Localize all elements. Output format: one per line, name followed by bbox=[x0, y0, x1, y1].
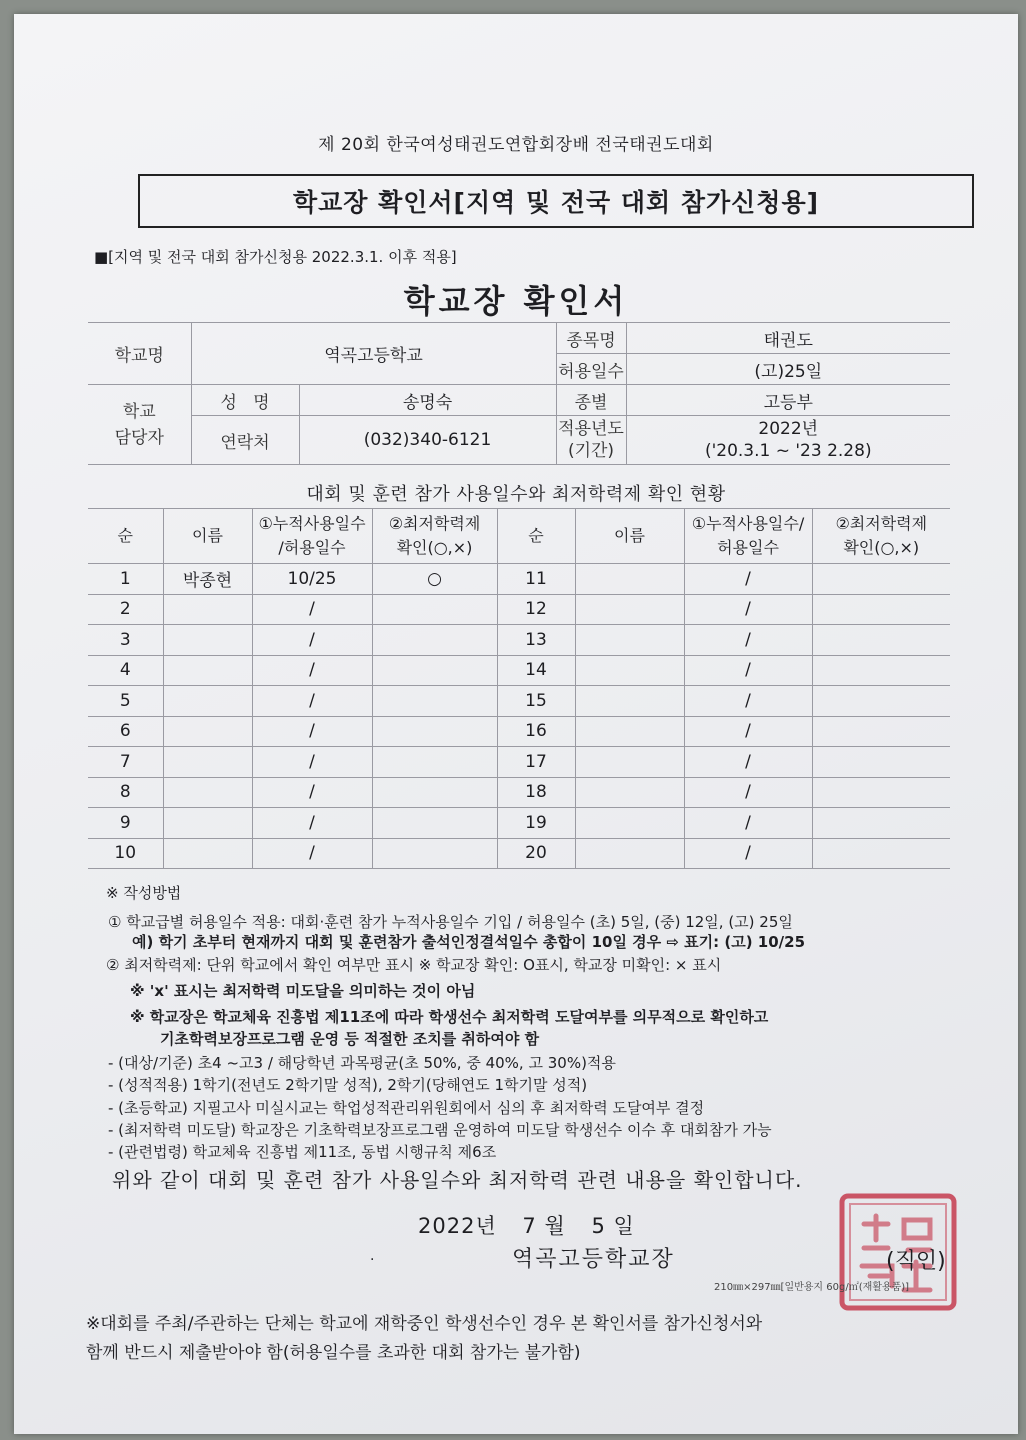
table-row bbox=[88, 686, 950, 717]
row-no-right: 20 bbox=[497, 838, 575, 869]
header-name-right: 이름 bbox=[575, 509, 684, 564]
method-line-9: - (초등학교) 지필고사 미실시교는 학업성적관리위원회에서 심의 후 최저학력 도달여부 결정 bbox=[108, 1099, 705, 1117]
row-min bbox=[372, 747, 497, 778]
manager-label-line2: 담당자 bbox=[114, 427, 164, 448]
main-title: 학교장 확인서 bbox=[403, 282, 629, 320]
sport-value: 태권도 bbox=[626, 323, 950, 354]
method-line-4: ※ 'x' 표시는 최저학력 미도달을 의미하는 것이 아님 bbox=[130, 982, 476, 1000]
division-value: 고등부 bbox=[626, 385, 950, 416]
table-row bbox=[88, 747, 950, 778]
row-min-right bbox=[812, 838, 950, 869]
seal-label: (직인) bbox=[886, 1249, 946, 1274]
row-no-right: 17 bbox=[497, 747, 575, 778]
row-name-right bbox=[575, 564, 684, 595]
header-days-right-line1: ①누적사용일수/ bbox=[691, 514, 805, 533]
table-row bbox=[88, 564, 950, 595]
row-min-right bbox=[812, 594, 950, 625]
row-name bbox=[163, 838, 252, 869]
row-name-right bbox=[575, 686, 684, 717]
header-days-line1: ①누적사용일수 bbox=[258, 514, 366, 533]
row-min bbox=[372, 808, 497, 839]
issue-date bbox=[418, 1210, 653, 1240]
row-name bbox=[163, 777, 252, 808]
row-no: 4 bbox=[88, 655, 163, 686]
header-no-right: 순 bbox=[497, 509, 575, 564]
confirmation-statement: 위와 같이 대회 및 훈련 참가 사용일수와 최저학력 관련 내용을 확인합니다. bbox=[112, 1168, 803, 1192]
row-name bbox=[163, 625, 252, 656]
row-days: / bbox=[252, 838, 372, 869]
year-value bbox=[626, 416, 950, 465]
row-days-right: / bbox=[684, 838, 812, 869]
row-days: 10/25 bbox=[252, 564, 372, 595]
row-days-right: / bbox=[684, 655, 812, 686]
method-line-11: - (관련법령) 학교체육 진흥법 제11조, 동법 시행규칙 제6조 bbox=[108, 1143, 497, 1161]
contact-label: 연락처 bbox=[191, 416, 299, 465]
row-min bbox=[372, 594, 497, 625]
table-row bbox=[88, 808, 950, 839]
name-value: 송명숙 bbox=[299, 385, 556, 416]
school-info-table bbox=[88, 322, 950, 465]
allowed-days-label: 허용일수 bbox=[556, 354, 626, 385]
form-title-box: 학교장 확인서[지역 및 전국 대회 참가신청용] bbox=[138, 174, 974, 228]
contact-value: (032)340-6121 bbox=[299, 416, 556, 465]
row-no: 8 bbox=[88, 777, 163, 808]
row-days: / bbox=[252, 716, 372, 747]
row-min-right bbox=[812, 808, 950, 839]
row-name bbox=[163, 747, 252, 778]
header-min-line2: 확인(○,×) bbox=[396, 538, 473, 557]
header-min-right-line2: 확인(○,×) bbox=[843, 538, 920, 557]
row-days: / bbox=[252, 655, 372, 686]
row-min-right bbox=[812, 777, 950, 808]
principal-signature: 역곡고등학교장 bbox=[512, 1247, 675, 1272]
table-row bbox=[88, 625, 950, 656]
row-min bbox=[372, 777, 497, 808]
method-line-1: ① 학교급별 허용일수 적용: 대회·훈련 참가 누적사용일수 기입 / 허용일수 (초) 5일, (중) 12일, (고) 25일 bbox=[108, 913, 793, 931]
table-row bbox=[88, 594, 950, 625]
method-line-5: ※ 학교장은 학교체육 진흥법 제11조에 따라 학생선수 최저학력 도달여부를 의무적으로 확인하고 bbox=[130, 1008, 769, 1026]
header-days-line2: /허용일수 bbox=[278, 538, 346, 557]
row-days-right: / bbox=[684, 686, 812, 717]
method-line-8: - (성적적용) 1학기(전년도 2학기말 성적), 2학기(당해연도 1학기말 성적) bbox=[108, 1076, 588, 1094]
row-days: / bbox=[252, 777, 372, 808]
row-name: 박종현 bbox=[163, 564, 252, 595]
allowed-days-value: (고)25일 bbox=[626, 354, 950, 385]
header-days bbox=[252, 509, 372, 564]
row-no-right: 19 bbox=[497, 808, 575, 839]
row-no: 5 bbox=[88, 686, 163, 717]
date-month: 7 월 bbox=[522, 1214, 566, 1238]
row-min bbox=[372, 686, 497, 717]
row-no: 10 bbox=[88, 838, 163, 869]
header-min-right-line1: ②최저학력제 bbox=[835, 514, 928, 533]
row-min bbox=[372, 625, 497, 656]
header-min bbox=[372, 509, 497, 564]
header-days-right bbox=[684, 509, 812, 564]
row-name-right bbox=[575, 655, 684, 686]
row-name bbox=[163, 716, 252, 747]
table-row bbox=[88, 716, 950, 747]
year-label-line2: (기간) bbox=[567, 441, 615, 461]
school-name-value: 역곡고등학교 bbox=[191, 323, 556, 385]
method-line-6: 기초학력보장프로그램 운영 등 적절한 조치를 취하여야 함 bbox=[160, 1030, 540, 1048]
row-name bbox=[163, 808, 252, 839]
applicability-note: ■[지역 및 전국 대회 참가신청용 2022.3.1. 이후 적용] bbox=[94, 248, 457, 266]
row-name-right bbox=[575, 625, 684, 656]
row-name-right bbox=[575, 777, 684, 808]
row-min-right bbox=[812, 716, 950, 747]
row-min-right bbox=[812, 564, 950, 595]
row-days-right: / bbox=[684, 594, 812, 625]
row-no: 6 bbox=[88, 716, 163, 747]
row-name bbox=[163, 655, 252, 686]
row-name-right bbox=[575, 838, 684, 869]
row-no-right: 15 bbox=[497, 686, 575, 717]
year-value-line1: 2022년 bbox=[758, 419, 819, 439]
sport-label: 종목명 bbox=[556, 323, 626, 354]
row-min bbox=[372, 655, 497, 686]
header-min-line1: ②최저학력제 bbox=[388, 514, 481, 533]
row-name-right bbox=[575, 594, 684, 625]
row-name-right bbox=[575, 716, 684, 747]
row-days-right: / bbox=[684, 625, 812, 656]
row-days: / bbox=[252, 686, 372, 717]
row-min-right bbox=[812, 747, 950, 778]
school-name-label: 학교명 bbox=[88, 323, 191, 385]
row-name-right bbox=[575, 747, 684, 778]
header-name: 이름 bbox=[163, 509, 252, 564]
method-line-7: - (대상/기준) 초4 ~고3 / 해당학년 과목평균(초 50%, 중 40%, 고 30%)적용 bbox=[108, 1054, 616, 1072]
row-no-right: 11 bbox=[497, 564, 575, 595]
row-min bbox=[372, 716, 497, 747]
year-value-line2: ('20.3.1 ~ '23 2.28) bbox=[704, 441, 872, 461]
footer-note bbox=[86, 1310, 986, 1368]
paper-spec: 210㎜×297㎜[일반용지 60g/㎡(재활용품)] bbox=[714, 1282, 910, 1293]
header-no: 순 bbox=[88, 509, 163, 564]
row-days-right: / bbox=[684, 716, 812, 747]
event-title: 제 20회 한국여성태권도연합회장배 전국태권도대회 bbox=[318, 135, 714, 155]
row-days: / bbox=[252, 747, 372, 778]
row-no-right: 12 bbox=[497, 594, 575, 625]
row-no: 2 bbox=[88, 594, 163, 625]
row-min-right bbox=[812, 686, 950, 717]
row-min bbox=[372, 838, 497, 869]
method-line-3: ② 최저학력제: 단위 학교에서 확인 여부만 표시 ※ 학교장 확인: O표시, 학교장 미확인: × 표시 bbox=[106, 956, 722, 974]
footer-line-2: 함께 반드시 제출받아야 함(허용일수를 초과한 대회 참가는 불가함) bbox=[86, 1343, 581, 1363]
row-no: 7 bbox=[88, 747, 163, 778]
row-days: / bbox=[252, 625, 372, 656]
table-row bbox=[88, 838, 950, 869]
row-min-right bbox=[812, 655, 950, 686]
row-no-right: 16 bbox=[497, 716, 575, 747]
method-line-10: - (최저학력 미도달) 학교장은 기초학력보장프로그램 운영하여 미도달 학생선수 이수 후 대회참가 가능 bbox=[108, 1121, 772, 1139]
row-days-right: / bbox=[684, 747, 812, 778]
document-page bbox=[14, 14, 1018, 1434]
method-heading: ※ 작성방법 bbox=[106, 884, 182, 902]
table-row bbox=[88, 655, 950, 686]
method-line-2: 예) 학기 초부터 현재까지 대회 및 훈련참가 출석인정결석일수 총합이 10일 경우 ⇨ 표기: (고) 10/25 bbox=[132, 933, 806, 951]
row-days-right: / bbox=[684, 564, 812, 595]
row-name-right bbox=[575, 808, 684, 839]
year-label bbox=[556, 416, 626, 465]
row-days: / bbox=[252, 808, 372, 839]
manager-label bbox=[88, 385, 191, 465]
manager-label-line1: 학교 bbox=[122, 401, 156, 422]
row-no: 9 bbox=[88, 808, 163, 839]
status-table-title: 대회 및 훈련 참가 사용일수와 최저학력제 확인 현황 bbox=[306, 484, 726, 505]
name-label: 성 명 bbox=[191, 385, 299, 416]
footer-line-1: ※대회를 주최/주관하는 단체는 학교에 재학중인 학생선수인 경우 본 확인서를 참가신청서와 bbox=[86, 1314, 763, 1334]
row-no-right: 13 bbox=[497, 625, 575, 656]
date-day: 5 일 bbox=[591, 1214, 635, 1238]
year-label-line1: 적용년도 bbox=[558, 419, 624, 439]
header-min-right bbox=[812, 509, 950, 564]
row-days: / bbox=[252, 594, 372, 625]
status-table-header bbox=[88, 509, 950, 564]
mark-dot: · bbox=[370, 1252, 375, 1268]
row-no: 3 bbox=[88, 625, 163, 656]
division-label: 종별 bbox=[556, 385, 626, 416]
row-name bbox=[163, 594, 252, 625]
row-no-right: 18 bbox=[497, 777, 575, 808]
row-min-right bbox=[812, 625, 950, 656]
row-days-right: / bbox=[684, 808, 812, 839]
row-no-right: 14 bbox=[497, 655, 575, 686]
table-row bbox=[88, 777, 950, 808]
status-table bbox=[88, 508, 950, 869]
date-year: 2022년 bbox=[418, 1214, 497, 1238]
row-no: 1 bbox=[88, 564, 163, 595]
row-name bbox=[163, 686, 252, 717]
row-days-right: / bbox=[684, 777, 812, 808]
header-days-right-line2: 허용일수 bbox=[717, 538, 779, 557]
row-min: ○ bbox=[372, 564, 497, 595]
